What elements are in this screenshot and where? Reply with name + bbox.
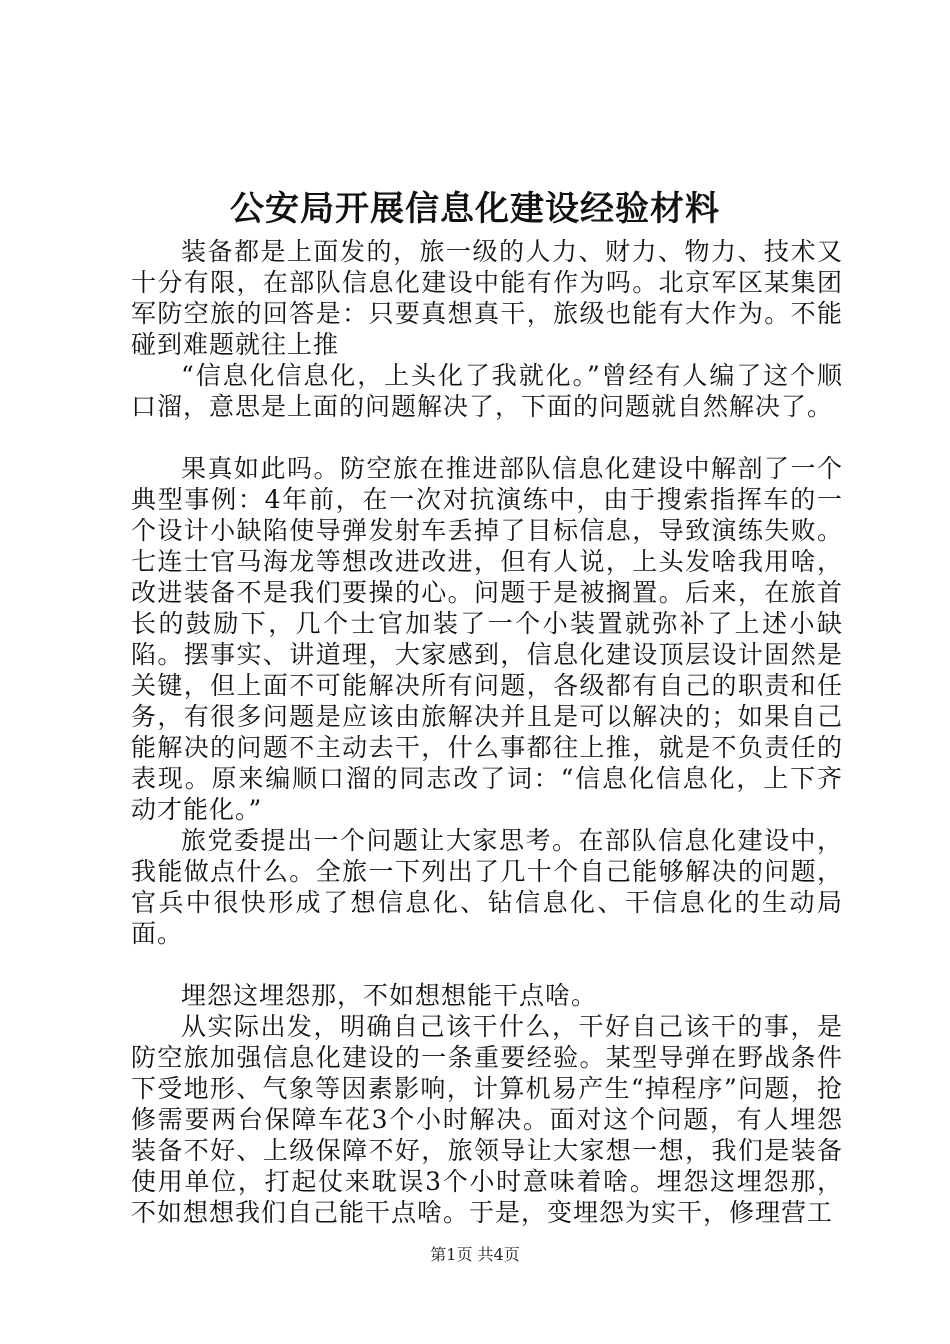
paragraph-6: 从实际出发，明确自己该干什么，干好自己该干的事，是防空旅加强信息化建设的一条重要经验。某型导弹在野战条件下受地形、气象等因素影响，计算机易产生“掉程序”问题，抢修需要两台保障车花3个小时解决。面对这个问题，有人埋怨装备不好、上级保障不好，旅领导让大家想一想，我们是装备使用单位，打起仗来耽误3个小时意味着啥。埋怨这埋怨那，不如想想我们自己能干点啥。于是，变埋怨为实干，修理营工	[131, 1012, 843, 1227]
paragraph-5: 埋怨这埋怨那，不如想想能干点啥。	[181, 981, 598, 1010]
page-footer: 第1页 共4页	[430, 1245, 520, 1264]
paragraph-3: 果真如此吗。防空旅在推进部队信息化建设中解剖了一个典型事例：4年前，在一次对抗演练中，由于搜索指挥车的一个设计小缺陷使导弹发射车丢掉了目标信息，导致演练失败。七连士官马海龙等想改进改进，但有人说，上头发啥我用啥，改进装备不是我们要操的心。问题于是被搁置。后来，在旅首长的鼓励下，几个士官加装了一个小装置就弥补了上述小缺陷。摆事实、讲道理，大家感到，信息化建设顶层设计固然是关键，但上面不可能解决所有问题，各级都有自己的职责和任务，有很多问题是应该由旅解决并且是可以解决的；如果自己能解决的问题不主动去干，什么事都往上推，就是不负责任的表现。原来编顺口溜的同志改了词：“信息化信息化，上下齐动才能化。”	[131, 454, 843, 824]
paragraph-1: 装备都是上面发的，旅一级的人力、财力、物力、技术又十分有限，在部队信息化建设中能有作为吗。北京军区某集团军防空旅的回答是：只要真想真干，旅级也能有大作为。不能碰到难题就往上推	[131, 237, 843, 359]
paragraph-2: “信息化信息化，上头化了我就化。”曾经有人编了这个顺口溜，意思是上面的问题解决了，下面的问题就自然解决了。	[131, 361, 843, 421]
document-title: 公安局开展信息化建设经验材料	[230, 189, 720, 229]
paragraph-4: 旅党委提出一个问题让大家思考。在部队信息化建设中，我能做点什么。全旅一下列出了几十个自己能够解决的问题，官兵中很快形成了想信息化、钻信息化、干信息化的生动局面。	[131, 826, 843, 948]
document-body	[131, 236, 843, 1228]
